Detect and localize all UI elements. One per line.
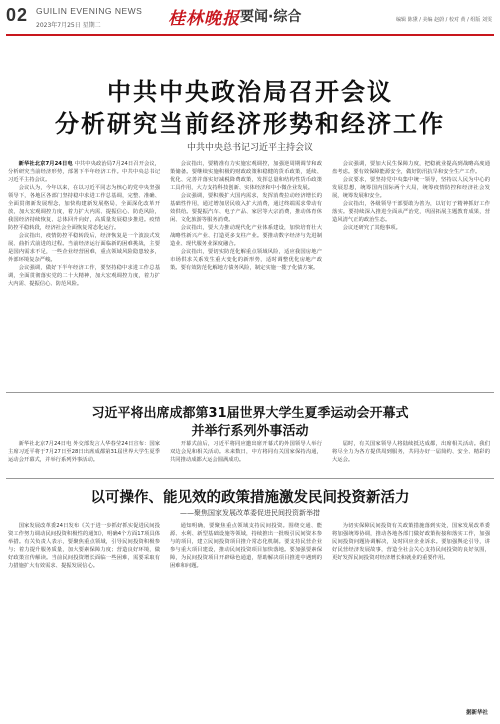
- dateline: 新华社北京7月24日电: [18, 161, 73, 167]
- article3-column-2: [170, 522, 322, 708]
- paragraph: 会议认为，今年以来，在以习近平同志为核心的党中央坚强领导下，各地区各部门坚持稳中求进工作总基调，完整、准确、全面贯彻新发展理念，加快构建新发展格局，全面深化改革开放，加大宏观调控力度，着力扩大内需、提振信心、防范风险，我国经济持续恢复、总体回升向好，高质量发展稳步推进。疫情防控平稳转段，经济社会全面恢复常态化运行。: [8, 185, 160, 231]
- article1-headline-line2: 分析研究当前经济形势和经济工作: [55, 110, 445, 138]
- paragraph: 中共中央政治局7月24日召开会议，分析研究当前经济形势，部署下半年经济工作。中共中央总书记习近平主持会议。: [8, 161, 160, 183]
- paragraph: 会议强调，要积极扩大国内需求，发挥消费拉动经济增长的基础性作用，通过增加居民收入扩大消费，通过终端需求带动有效供给。要提振汽车、电子产品、家居等大宗消费，推动体育休闲、文化旅游等服务消费。: [170, 193, 322, 223]
- paragraph: 会议还研究了其他事项。: [342, 225, 401, 231]
- article1-column-3: [332, 160, 490, 370]
- newspaper-logo: 桂林晚报: [168, 9, 240, 29]
- paragraph: 通知明确，要聚焦重点领域支持民间投资。围绕交通、能源、水利、新型基础设施等领域，持续推出一批吸引民间资本参与的项目，建立民间投资项目推介常态化机制。要支持民营企业参与重大项目建设，推动民间投资项目加快落地。要加强要素保障，为民间投资项目开辟绿色通道，帮助解决项目推进中遇到的困难和问题。: [170, 523, 322, 569]
- divider: [6, 392, 494, 393]
- paper-name: GUILIN EVENING NEWS: [36, 6, 143, 16]
- issue-date: 2023年7月25日 星期二: [36, 22, 101, 29]
- paragraph: 会议指出，要精准有力实施宏观调控，加强逆周期调节和政策储备。要继续实施积极的财政政策和稳健的货币政策，延续、优化、完善并落实好减税降费政策，发挥总量和结构性货币政策工具作用，大力支持科技创新、实体经济和中小微企业发展。: [170, 161, 322, 191]
- paragraph: 会议指出，疫情防控平稳转段后，经济恢复是一个波浪式发展、曲折式前进的过程。当前经济运行面临新的困难挑战，主要是国内需求不足，一些企业经营困难，重点领域风险隐患较多，外部环境复杂严峻。: [8, 233, 160, 263]
- article2-column-1: [8, 440, 160, 474]
- article3-column-3: [332, 522, 490, 702]
- masthead: [0, 0, 500, 36]
- paragraph: 会议强调，做好下半年经济工作，要坚持稳中求进工作总基调，全面贯彻落实党的二十大精神，加大宏观调控力度，着力扩大内需、提振信心、防范风险。: [8, 265, 160, 287]
- paragraph: 为切实保障民间投资有关政策措施落到实处，国家发展改革委将加强统筹协调，推动各地各部门做好政策衔接和落实工作，加强民间投资问题协调解决，及时回应企业诉求。要加强舆论引导，讲好民营经济发展故事，营造全社会关心支持民间投资的良好氛围，更好发挥民间投资对经济增长和就业的重要作用。: [332, 523, 490, 561]
- article2-column-2: [170, 440, 322, 474]
- article2-headline-line2: 并举行系列外事活动: [191, 424, 309, 439]
- article2-headline-line1: 习近平将出席成都第31届世界大学生夏季运动会开幕式: [91, 406, 409, 421]
- paragraph: 会议要求，要坚持党中央集中统一领导，坚持以人民为中心的发展思想，统筹国内国际两个大局，统筹疫情防控和经济社会发展，统筹发展和安全。: [332, 177, 490, 199]
- paragraph: 开幕式前后，习近平将同应邀出席开幕式的外国领导人举行双边会见和相关活动。未来数日，中方将同有关国家保持沟通，共同推动成都大运会圆满成功。: [170, 441, 322, 463]
- paragraph: 会议指出，要大力推动现代化产业体系建设，加快培育壮大战略性新兴产业、打造更多支柱产业。要推动数字经济与先进制造业、现代服务业深度融合。: [170, 225, 322, 247]
- article1-column-1: [8, 160, 160, 370]
- paragraph: 国家发展改革委24日发布《关于进一步抓好抓实促进民间投资工作努力调动民间投资积极性的通知》，明确4个方面17项具体举措。有关负责人表示，要聚焦重点领域，引导民间投资积极参与；着力提升服务质量，加大要素保障力度；营造良好环境，做好政策宣传解读。当前民间投资增长面临一些困难，需要采取有力措施扩大有效需求、提振发展信心。: [8, 523, 160, 569]
- paragraph: 会议指出，各级领导干部要敢为善为，以钉钉子精神抓好工作落实。要持续深入推进全面从严治党，巩固拓展主题教育成果，营造风清气正的政治生态。: [332, 201, 490, 223]
- divider: [6, 478, 494, 479]
- page-number: 02: [6, 5, 29, 25]
- paragraph: 届时，有关国家领导人将陆续抵达成都，出席相关活动。我们将尽全力为各方提供周到服务，共同办好一届简约、安全、精彩的大运会。: [332, 441, 490, 463]
- article1-column-2: [170, 160, 322, 370]
- paragraph: 会议强调，要加大民生保障力度，把稳就业提高到战略高度通盘考虑。要有效保障能源安全，做好防汛抗旱和安全生产工作。: [332, 161, 490, 175]
- article3-subhead: ——聚焦国家发展改革委促进民间投资新举措: [180, 509, 320, 517]
- masthead-rule: [6, 34, 494, 36]
- article3-headline: 以可操作、能见效的政策措施激发民间投资新活力: [90, 490, 410, 506]
- article1-subhead: 中共中央总书记习近平主持会议: [186, 143, 313, 153]
- editor-credits: 编辑 陈黛 / 美编 赵蔚 / 校对 黄 / 组版 刘雯: [396, 17, 492, 23]
- article2-column-3: [332, 440, 490, 474]
- article3-column-1: [8, 522, 160, 708]
- article1-headline-line1: 中共中央政治局召开会议: [107, 78, 393, 106]
- byline: 据新华社: [465, 710, 488, 716]
- paragraph: 新华社北京7月24日电 外交部发言人华春莹24日宣布：国家主席习近平将于7月27日至28日出席成都第31届世界大学生夏季运动会开幕式，并举行系列外事活动。: [8, 441, 160, 463]
- paragraph: 会议指出，要切实防范化解重点领域风险，适应我国房地产市场供求关系发生重大变化的新形势，适时调整优化房地产政策。要有效防范化解地方债务风险，制定实施一揽子化债方案。: [170, 249, 322, 271]
- section-title: 要闻·综合: [240, 9, 302, 25]
